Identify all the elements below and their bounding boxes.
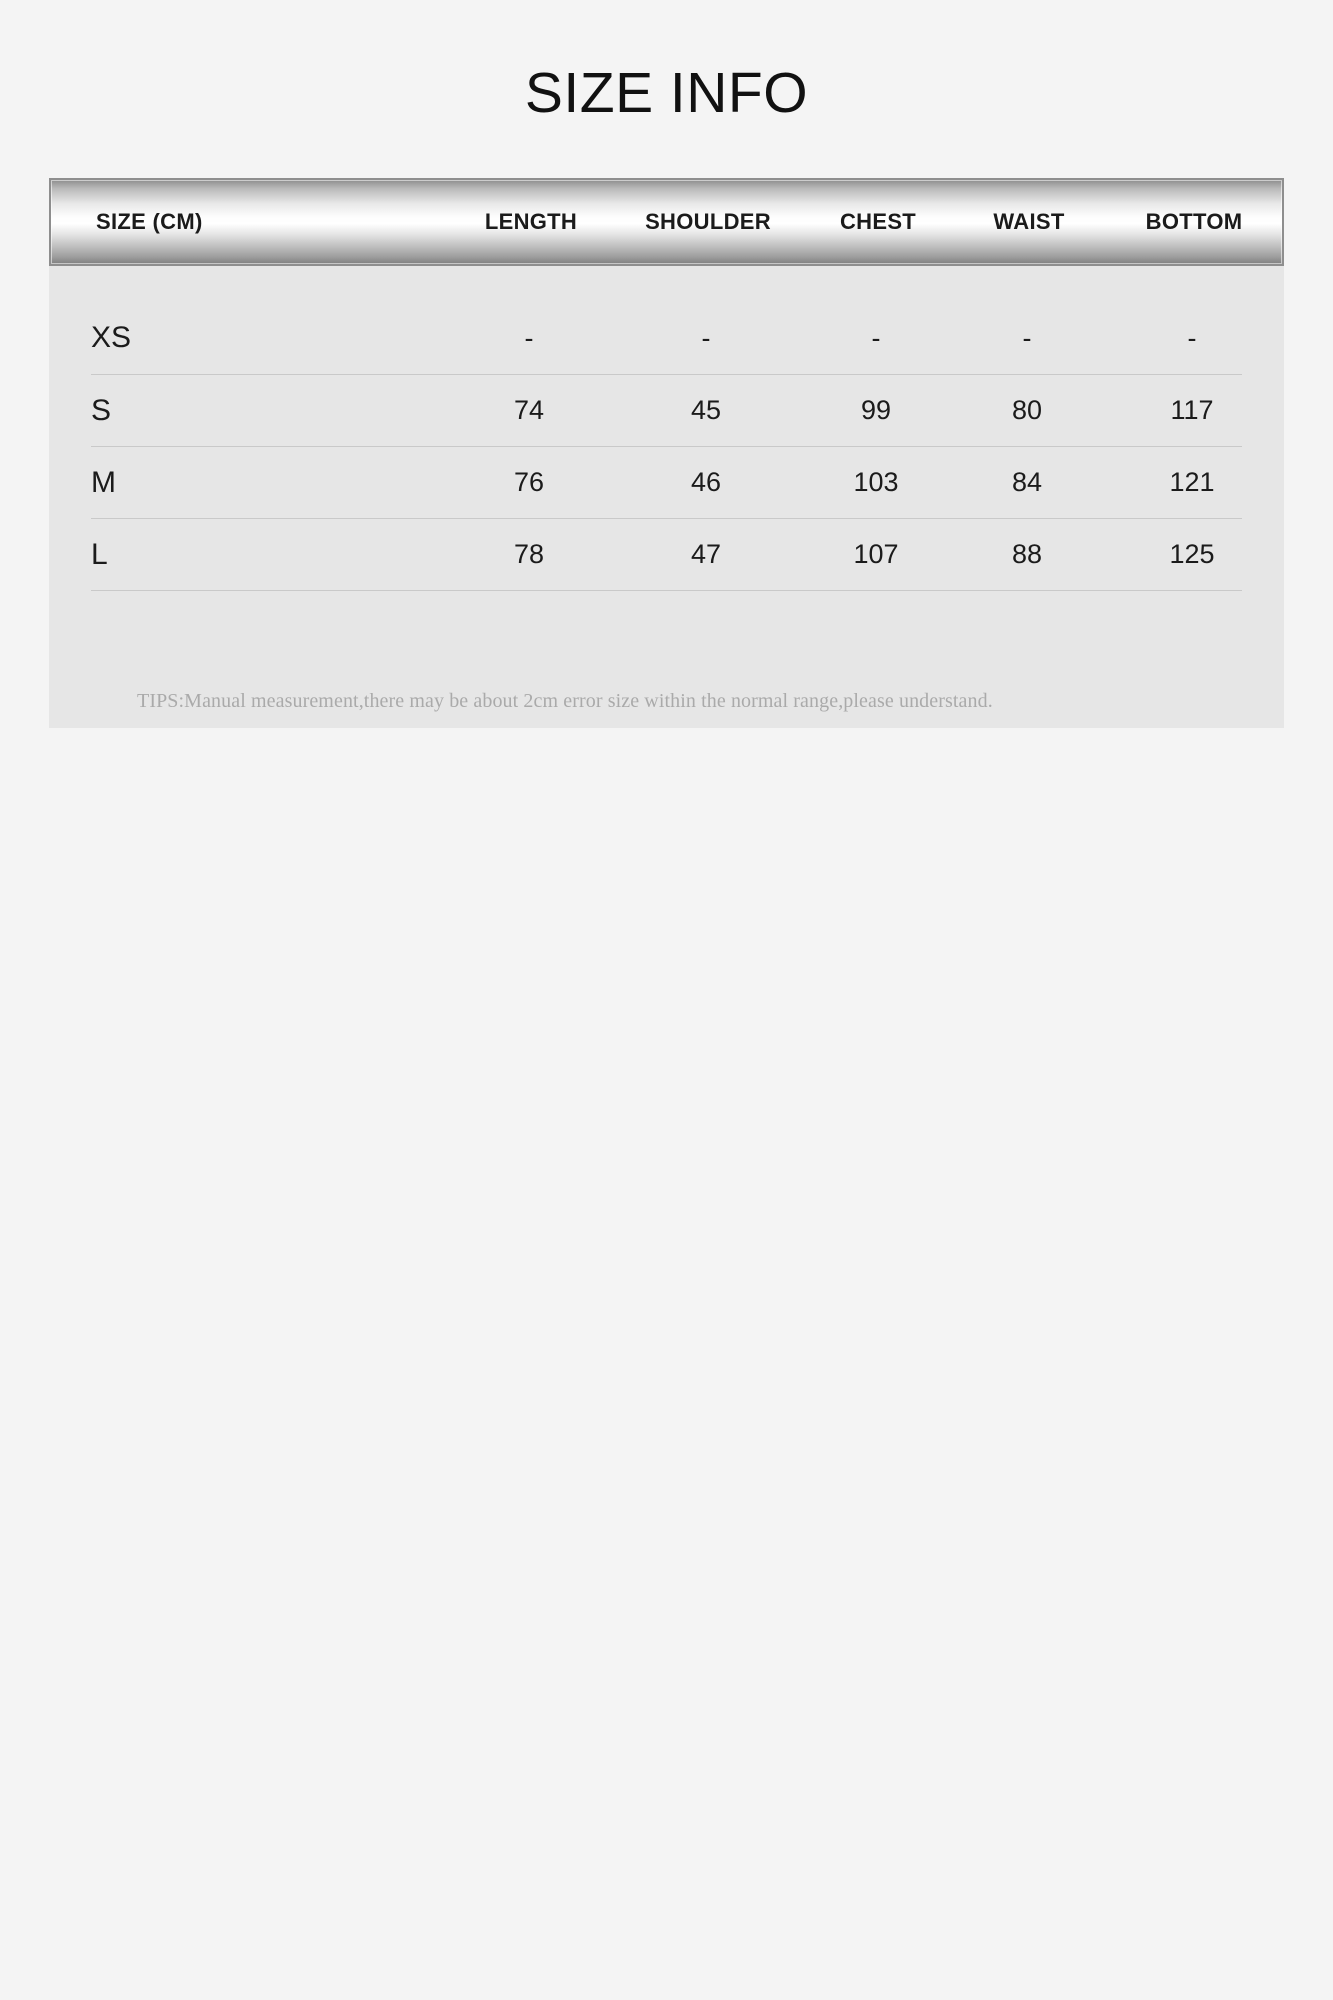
page-title: SIZE INFO: [524, 61, 809, 125]
row-value-chest: 103: [853, 467, 899, 497]
row-value-length: 76: [513, 467, 545, 497]
table-row: [91, 302, 1242, 375]
row-value-length: 78: [513, 539, 545, 569]
row-value-chest: 107: [853, 539, 899, 569]
row-size-label: M: [91, 465, 116, 499]
row-size-label: S: [91, 393, 112, 427]
row-value-length: 74: [513, 395, 545, 425]
header-bottom: BOTTOM: [1145, 209, 1243, 234]
row-value-shoulder: 47: [690, 539, 722, 569]
size-table-body: [49, 266, 1284, 728]
row-value-chest: -: [871, 322, 881, 353]
row-value-shoulder: -: [701, 322, 711, 353]
row-value-bottom: 125: [1169, 539, 1215, 569]
header-shoulder: SHOULDER: [645, 209, 771, 234]
row-size-label: XS: [91, 321, 132, 354]
table-row: [91, 375, 1242, 447]
row-value-bottom: 121: [1169, 467, 1215, 497]
measurement-tips: TIPS:Manual measurement,there may be about 2cm error size within the normal range,please understand.: [137, 690, 993, 712]
header-length: LENGTH: [484, 209, 578, 234]
row-value-waist: 88: [1011, 539, 1043, 569]
header-waist: WAIST: [993, 209, 1065, 234]
table-row: [91, 519, 1242, 591]
row-value-length: -: [524, 322, 534, 353]
row-value-bottom: 117: [1170, 395, 1214, 425]
row-value-chest: 99: [860, 395, 892, 425]
header-chest: CHEST: [839, 209, 917, 234]
row-value-shoulder: 45: [690, 395, 722, 425]
table-row: [91, 447, 1242, 519]
size-table: [49, 178, 1284, 728]
row-value-waist: 80: [1011, 395, 1043, 425]
row-value-shoulder: 46: [690, 467, 722, 497]
row-value-bottom: -: [1187, 322, 1197, 353]
header-size: SIZE (CM): [96, 209, 203, 234]
size-table-header: [49, 178, 1284, 266]
row-value-waist: -: [1022, 322, 1032, 353]
row-value-waist: 84: [1011, 467, 1043, 497]
row-size-label: L: [91, 537, 108, 571]
